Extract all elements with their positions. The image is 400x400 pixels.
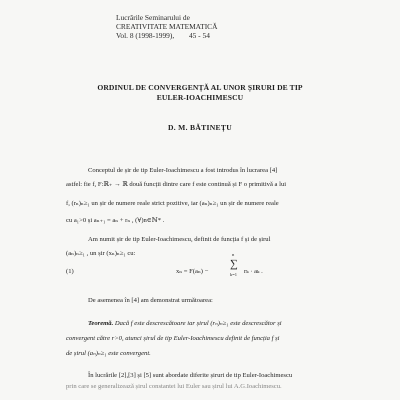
equation-label: (1)	[66, 268, 74, 275]
paragraph-4-line-1: În lucrările [2],[3] și [5] sunt abordate diferite șiruri de tip Euler-Ioachimescu	[88, 372, 293, 379]
header-line-1: Lucrările Seminarului de	[116, 13, 190, 22]
paragraph-2-line-1: Am numit șir de tip Euler-Ioachimescu, definit de funcția f și de șirul	[88, 236, 271, 243]
paragraph-3: De asemenea în [4] am demonstrat următoarea:	[88, 297, 213, 304]
title-line-1: ORDINUL DE CONVERGENȚĂ AL UNOR ȘIRURI DE TIP	[97, 83, 303, 92]
sum-upper-limit: n	[232, 252, 235, 257]
header-line-3: Vol. 8 (1998-1999), 45 - 54	[116, 31, 210, 40]
header-line-2: CREATIVITATE MATEMATICĂ	[116, 22, 218, 31]
paragraph-1-line-2: astfel: fie f, F:ℝ₊ → ℝ două funcții dintre care f este continuă și F o primitivă a lui	[66, 181, 287, 188]
journal-header	[116, 13, 217, 40]
paragraph-2-line-2: (aₙ)ₙ≥₁ , un șir (xₙ)ₙ≥₁ cu:	[66, 250, 136, 257]
sum-lower-limit: k=1	[230, 272, 238, 277]
equation-left: xₙ = F(aₙ) −	[176, 268, 209, 275]
theorem-text-1: Dacă f este descrescătoare iar șirul (rₙ)ₙ≥₁ este descrescător și	[113, 320, 282, 327]
paragraph-1-line-1: Conceptul de șir de tip Euler-Ioachimescu a fost introdus în lucrarea [4]	[88, 167, 278, 174]
theorem-label: Teoremă.	[88, 320, 114, 327]
paragraph-4-line-2: prin care se generalizează șirul constantei lui Euler sau șirul lui A.G.Ioachimescu.	[66, 383, 282, 390]
equation-right: rₖ · aₖ .	[244, 268, 263, 275]
theorem-line-3: de șirul (aₙ)ₙ≥₁ este convergent.	[66, 350, 151, 357]
theorem-line-2: convergent către r>0, atunci șirul de tip Euler-Ioachimescu definit de funcția f și	[66, 335, 280, 342]
paper-title	[0, 83, 400, 103]
paragraph-1-line-4: cu a₁>0 și aₙ₊₁ = aₙ + rₙ , (∀)n∈ℕ* .	[66, 217, 165, 224]
theorem-line-1	[88, 320, 282, 328]
sum-symbol: ∑	[230, 258, 238, 270]
title-line-2: EULER-IOACHIMESCU	[156, 93, 244, 102]
paragraph-1-line-3: f, (rₙ)ₙ≥₁ un șir de numere reale strict pozitive, iar (aₙ)ₙ≥₁ un șir de numere reale	[66, 200, 279, 207]
author-name: D. M. BĂTINEȚU	[167, 123, 233, 132]
